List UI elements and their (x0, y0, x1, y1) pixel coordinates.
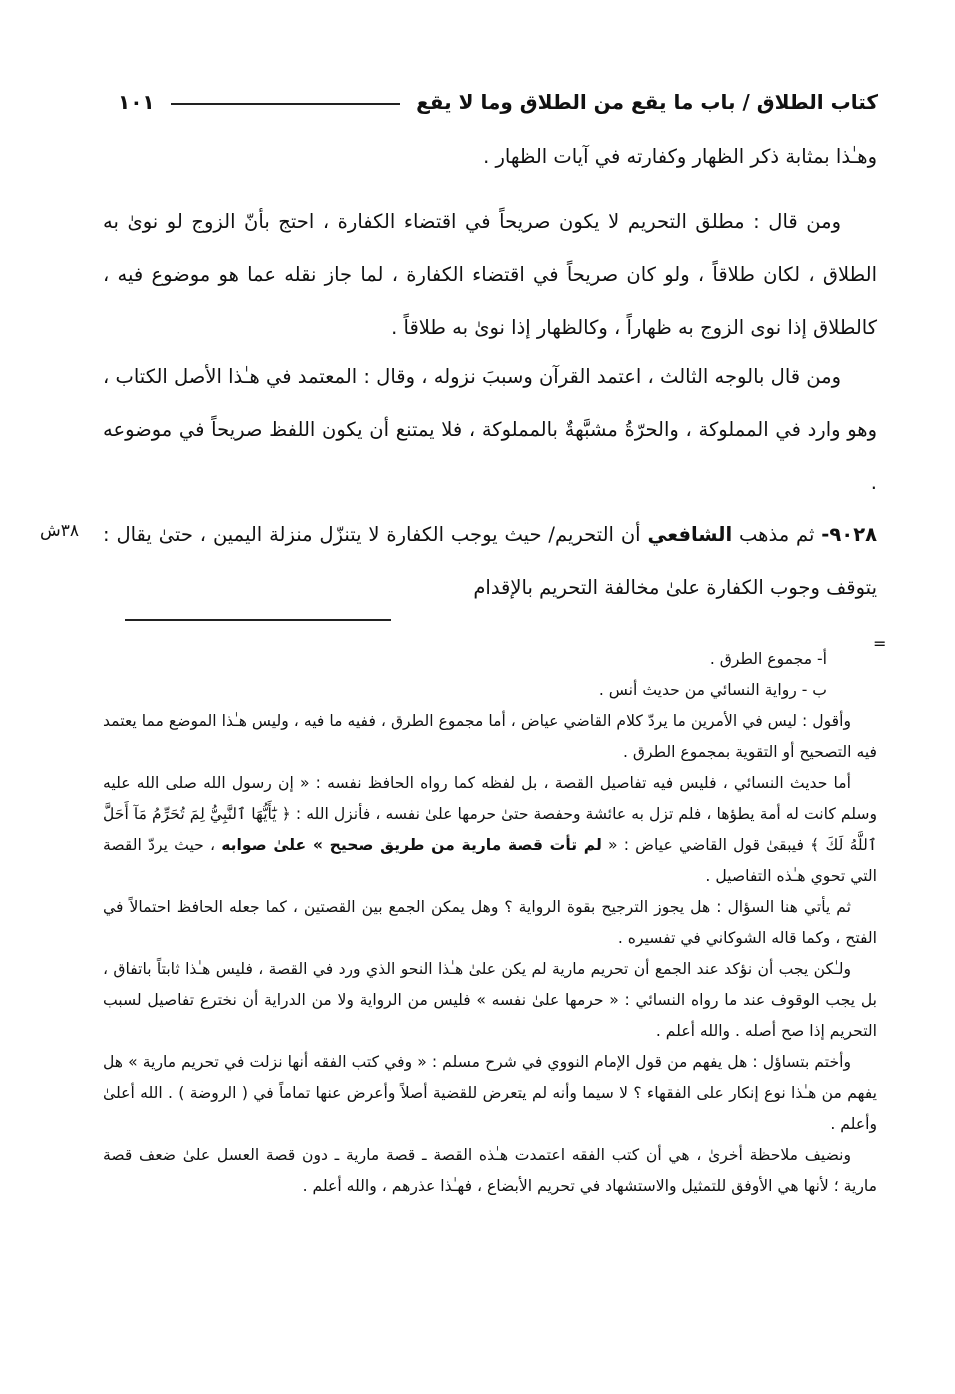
footnote-paragraph-6: ونضيف ملاحظة أخرىٰ ، هي أن كتب الفقه اعتمدت هـٰذه القصة ـ قصة مارية ـ دون قصة العسل علىٰ ضعف قصة مارية ؛ لأنها هي الأوفق للتمثيل والاستشهاد في تحريم الأبضاع ، فهـٰذا عذرهم ، والله أعلم . (103, 1146, 877, 1195)
footnote-continuation-mark: = (873, 634, 887, 653)
footnote-paragraph-5: وأختم بتساؤل : هل يفهم من قول الإمام النووي في شرح مسلم : « وفي كتب الفقه أنها نزلت في تحريم مارية » هل يفهم من هـٰذا نوع إنكار على الفقهاء ؟ لا سيما وأنه لم يتعرض للقضية أصلاً وأعرض عنها تماماً في ( الروضة ) . الله أعلىٰ وأعلم . (103, 1053, 877, 1133)
footnote-text: فيبقىٰ قول القاضي عياض : « (601, 836, 811, 854)
footnotes-block (103, 644, 877, 1202)
footnote-paragraph-1: وأقول : ليس في الأمرين ما يردّ كلام القاضي عياض ، أما مجموع الطرق ، ففيه ما فيه ، وليس هـٰذا الموضع مما يعتمد فيه التصحيح أو التقوية بمجموع الطرق . (103, 712, 877, 761)
footnote-paragraph-4: ولـٰكن يجب أن نؤكد عند الجمع أن تحريم مارية لم يكن علىٰ هـٰذا النحو الذي ورد في القصة ، فليس هـٰذا ثابتاً باتفاق ، بل يجب الوقوف عند ما رواه النسائي : « حرمها علىٰ نفسه » فليس من الرواية ولا من الدراية أن نخترع تفاصيل لسبب التحريم إذا صح أصله . والله أعلم . (103, 960, 877, 1040)
page-number: ١٠١ (118, 90, 155, 114)
manuscript-folio-note: ٣٨ش (40, 521, 80, 541)
footnote-text: أما حديث النسائي ، فليس فيه تفاصيل القصة ، بل لفظه كما رواه الحافظ نفسه : « إن رسول الله صلى الله عليه وسلم كانت له أمة يطؤها ، فلم تزل به عائشة وحفصة حتىٰ حرمها علىٰ نفسه ، فأنزل الله : (103, 774, 877, 823)
footnote-paragraph-3: ثم يأتي هنا السؤال : هل يجوز الترجيح بقوة الرواية ؟ وهل يمكن الجمع بين القصتين ، كما جعله الحافظ احتمالاً في الفتح ، وكما قاله الشوكاني في تفسيره . (103, 898, 877, 947)
running-header (118, 84, 878, 120)
book-chapter-title: كتاب الطلاق / باب ما يقع من الطلاق وما لا يقع (416, 90, 878, 114)
header-rule (171, 103, 400, 105)
quran-verse: ﴿ يَٰٓأَيُّهَا ٱلنَّبِيُّ لِمَ تُحَرِّمُ مَآ أَحَلَّ ٱللَّهُ لَكَ ﴾ (103, 805, 877, 854)
school-name: الشافعي (647, 523, 733, 546)
paragraph-third-view: ومن قال بالوجه الثالث ، اعتمد القرآن وسببَ نزوله ، وقال : المعتمد في هـٰذا الأصل الكتاب ، وهو وارد في المملوكة ، والحرّةُ مشبَّهةٌ بالمملوكة ، فلا يمتنع أن يكون اللفظ صريحاً في موضوعه . (103, 365, 877, 494)
footnote-text: ، حيث يردّ القصة التي تحوي هـٰذه التفاصيل . (103, 836, 877, 885)
paragraph-tahrim-not-explicit: ومن قال : مطلق التحريم لا يكون صريحاً في اقتضاء الكفارة ، احتج بأنّ الزوج لو نوىٰ به الطلاق ، لكان طلاقاً ، ولو كان صريحاً في اقتضاء الكفارة ، لما جاز نقله عما هو موضوع فيه ، كالطلاق إذا نوى الزوج به ظهاراً ، وكالظهار إذا نوىٰ به طلاقاً . (103, 210, 877, 339)
footnote-item-b: ب - رواية النسائي من حديث أنس . (598, 681, 827, 699)
paragraph-numbered-9028 (103, 508, 877, 614)
footnote-paragraph-2 (103, 768, 877, 892)
paragraph-text-rest: أن التحريم/ حيث يوجب الكفارة لا يتنزّل منزلة اليمين ، حتىٰ يقال : يتوقف وجوب الكفارة علىٰ مخالفة التحريم بالإقدام (103, 523, 877, 599)
bold-quotation: لم تأت قصة مارية من طريق صحيح » علىٰ صوابه (221, 836, 602, 854)
footnote-separator (125, 619, 391, 621)
paragraph-zihar: وهـٰذا بمثابة ذكر الظهار وكفارته في آيات الظهار . (483, 145, 877, 168)
footnote-item-a: أ- مجموع الطرق . (709, 650, 827, 668)
paragraph-text-start: ثم مذهب (732, 523, 822, 546)
paragraph-number: ٩٠٢٨- (821, 523, 877, 546)
